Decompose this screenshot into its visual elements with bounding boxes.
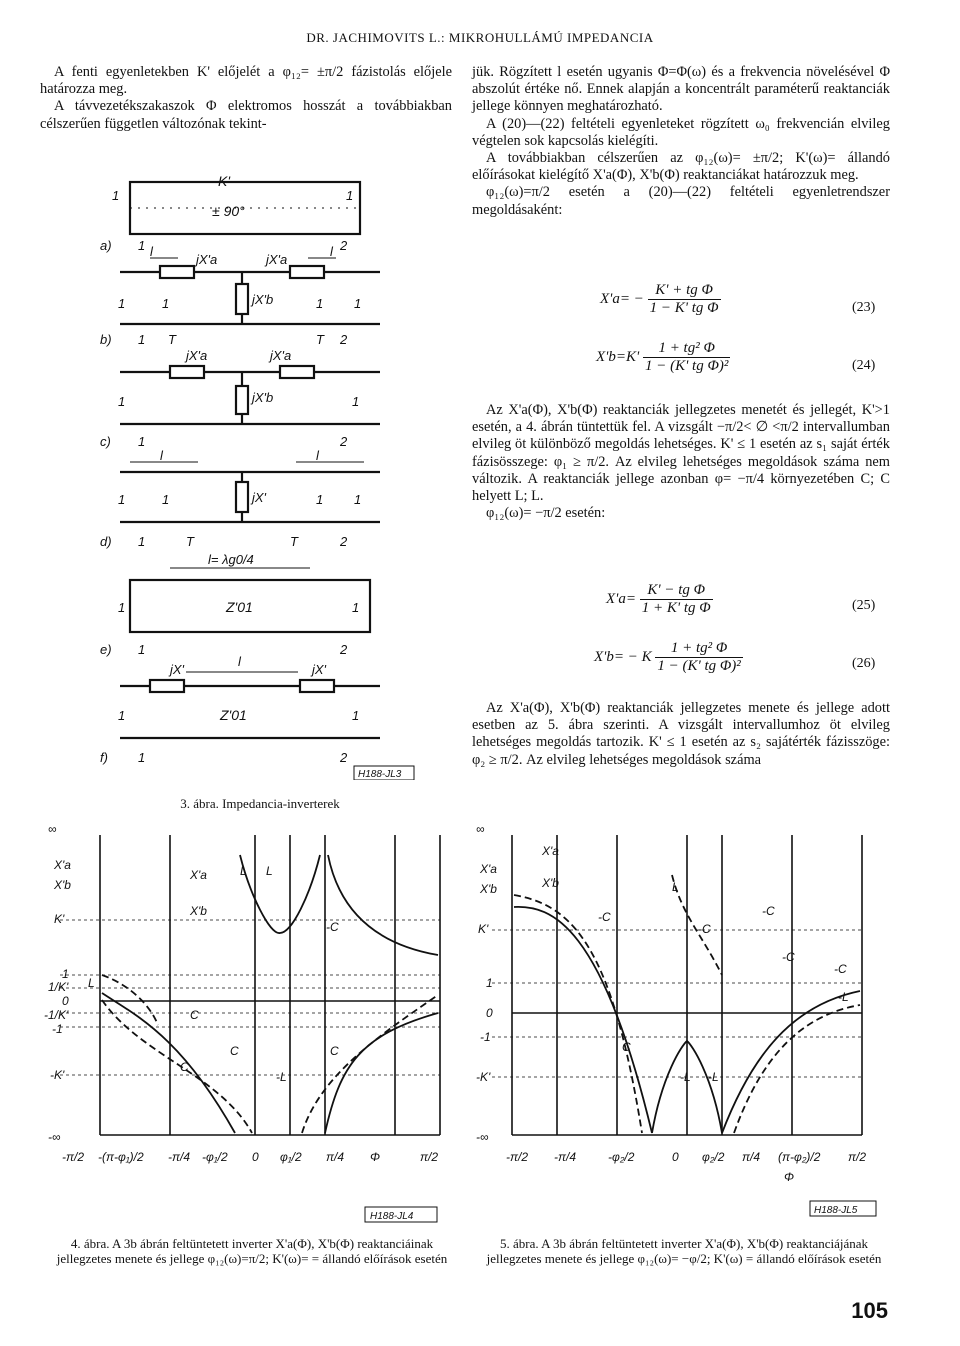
length-label: l <box>330 244 333 259</box>
port-label: 1 <box>138 238 146 253</box>
curve-label: -C <box>598 910 611 924</box>
reactance-label: jX' <box>252 490 267 505</box>
row-label: f) <box>100 750 108 765</box>
paragraph: Az X'a(Φ), X'b(Φ) reaktanciák jellegzetes menetét és jellegét, K'>1 esetén, a 4. ábrán tüntettük fel. A vizsgált −π/2< ∅ <π/2 intervallumban elvileg öt különböző megoldás lehetséges. K' ≤ 1 esetén az s₁ saját érték fázisösszege: φ₁ ≥ π/2. Az elvileg lehetséges megoldások száma nem változik. A reaktanciák jellege azonban φ= −π/4 környezetében C; C helyett L; L. <box>472 402 890 505</box>
y-tick-label: X'a <box>480 862 497 876</box>
equation-23 <box>600 282 721 317</box>
length-label: l <box>150 244 153 259</box>
x-axis-label: Φ <box>784 1170 795 1184</box>
equation-denominator: 1 − (K' tg Φ)² <box>657 658 741 674</box>
y-tick-label: -∞ <box>48 1130 61 1144</box>
paragraph: φ₁₂(ω)= −π/2 esetén: <box>486 505 606 522</box>
equation-denominator: 1 − K' tg Φ <box>649 300 719 316</box>
port-label: 1 <box>112 188 120 203</box>
equation-24 <box>596 340 730 375</box>
x-tick-label: 0 <box>672 1150 679 1164</box>
reactance-label: jX'a <box>196 252 218 267</box>
right-column-text-2 <box>472 402 890 522</box>
port-label: 2 <box>340 534 348 549</box>
equation-number: (26) <box>852 656 876 671</box>
figure-code: H188-JL4 <box>370 1211 414 1222</box>
legend-label: X'b <box>190 904 207 918</box>
curve-label: -C <box>326 920 339 934</box>
circuit-e <box>100 580 370 657</box>
plane-label: T <box>168 332 176 347</box>
figure-4-caption: 4. ábra. A 3b ábrán feltüntetett inverter X'a(Φ), X'b(Φ) reaktanciáinak jellegzetes menete és jellege φ₁₂(ω)=π/2; K'(ω)= = állandó előírások esetén <box>56 1236 448 1266</box>
equation-denominator: 1 − (K' tg Φ)² <box>644 358 729 374</box>
x-tick-label: φ₂/2 <box>702 1150 725 1164</box>
port-label: 1 <box>352 600 360 615</box>
reactance-label: jX'a <box>186 348 208 363</box>
paragraph: A távvezetékszakaszok Φ elektromos hosszát a továbbiakban célszerűen független változónak tekint- <box>40 98 452 132</box>
port-label: 1 <box>352 708 360 723</box>
x-tick-label: -π/2 <box>62 1150 85 1164</box>
y-tick-label: 1 <box>62 967 69 981</box>
curve-label: -C <box>834 962 847 976</box>
figure-5-caption: 5. ábra. A 3b ábrán feltüntetett inverter X'a(Φ), X'b(Φ) reaktanciájának jellegzetes menete és jellege φ₁₂(ω)= −φ/2; K'(ω) = állandó előírások esetén <box>486 1236 882 1266</box>
y-tick-label: -K' <box>476 1070 491 1084</box>
row-label: d) <box>100 534 112 549</box>
legend-label: X'a <box>190 868 207 882</box>
port-label: 1 <box>118 708 126 723</box>
row-label: c) <box>100 434 111 449</box>
plane-label: T <box>316 332 324 347</box>
paragraph: A fenti egyenletekben K' előjelét a φ₁₂= ±π/2 fázistolás előjele határozza meg. <box>40 64 452 98</box>
equation-number: (24) <box>852 358 876 373</box>
reactance-label: jX' <box>170 662 185 677</box>
circuit-c <box>100 348 380 463</box>
x-tick-label: 0 <box>252 1150 259 1164</box>
equation-lhs: X'a= <box>606 590 636 607</box>
reactance-label: jX'b <box>252 390 274 405</box>
y-tick-label: 1 <box>486 976 493 990</box>
curve-label: C <box>330 1044 339 1058</box>
curve-label: C <box>190 1008 199 1022</box>
legend-label: X'a <box>542 844 559 858</box>
equation-numerator: 1 + tg² Φ <box>643 340 730 358</box>
port-label: 2 <box>340 642 348 657</box>
port-label: 1 <box>118 394 126 409</box>
equation-numerator: K' − tg Φ <box>640 582 713 600</box>
port-label: 1 <box>354 492 362 507</box>
equation-numerator: K' + tg Φ <box>648 282 721 300</box>
port-label: 1 <box>316 296 324 311</box>
y-tick-label: 0 <box>486 1006 493 1020</box>
plane-label: T <box>186 534 194 549</box>
paragraph: jük. Rögzített l esetén ugyanis Φ=Φ(ω) és a frekvencia növelésével Φ abszolút értéke nő. Ennek alapján a koncentrált paraméterű reaktanciák jellege könnyen meghatározható. <box>472 64 890 115</box>
figure-3-caption: 3. ábra. Impedancia-inverterek <box>180 796 340 811</box>
port-label: 2 <box>340 750 348 765</box>
page-number: 105 <box>851 1298 888 1323</box>
x-tick-label: -φ₂/2 <box>608 1150 635 1164</box>
paragraph: φ₁₂(ω)=π/2 esetén a (20)—(22) feltételi egyenletrendszer megoldásaként: <box>472 184 890 218</box>
curve-label: -L <box>838 990 849 1004</box>
port-label: 1 <box>118 600 126 615</box>
port-label: 2 <box>340 332 348 347</box>
label-k: K' <box>218 173 231 189</box>
circuit-b <box>100 244 380 347</box>
equation-denominator: 1 + K' tg Φ <box>641 600 711 616</box>
equation-lhs: X'b= − K <box>594 648 652 665</box>
port-label: 1 <box>138 434 146 449</box>
port-label: 2 <box>340 238 348 253</box>
x-tick-label: π/2 <box>420 1150 439 1164</box>
x-axis-label: Φ <box>370 1150 381 1164</box>
left-intro-text <box>40 64 452 133</box>
curve-label: -C <box>782 950 795 964</box>
circuit-f <box>100 654 414 780</box>
curve-label: C <box>180 1060 189 1074</box>
x-tick-label: (π-φ₂)/2 <box>778 1150 821 1164</box>
x-tick-label: π/2 <box>848 1150 867 1164</box>
y-tick-label: X'a <box>54 858 71 872</box>
x-tick-label: -π/4 <box>168 1150 191 1164</box>
y-tick-label: -1 <box>480 1030 491 1044</box>
curve-label: -C <box>698 922 711 936</box>
port-label: 1 <box>354 296 362 311</box>
impedance-label: Z'01 <box>220 707 247 723</box>
port-label: 1 <box>138 332 146 347</box>
curve-label: L <box>240 864 247 878</box>
reactance-label: jX' <box>312 662 327 677</box>
equation-number: (23) <box>852 300 876 315</box>
curve-label: -C <box>762 904 775 918</box>
plane-label: T <box>290 534 298 549</box>
legend-label: X'b <box>542 876 559 890</box>
port-label: 1 <box>138 750 146 765</box>
quarter-wave-label: l= λg0/4 <box>208 552 254 567</box>
curve-label: L <box>266 864 273 878</box>
port-label: 1 <box>316 492 324 507</box>
x-tick-label: -π/4 <box>554 1150 577 1164</box>
equation-number: (25) <box>852 598 876 613</box>
x-tick-label: π/4 <box>742 1150 761 1164</box>
port-label: 1 <box>346 188 354 203</box>
row-label: b) <box>100 332 112 347</box>
port-label: 1 <box>118 492 126 507</box>
equation-lhs: X'b=K' <box>596 348 640 365</box>
x-tick-label: π/4 <box>326 1150 345 1164</box>
length-label: l <box>316 448 319 463</box>
y-tick-label: ∞ <box>48 822 57 836</box>
label-90deg: ± 90° <box>212 203 245 219</box>
equation-25 <box>606 582 713 617</box>
y-tick-label: K' <box>478 922 489 936</box>
paragraph: Az X'a(Φ), X'b(Φ) reaktanciák jellegzetes menete és jellege adott esetben az 5. ábra szerinti. A vizsgált intervallumhoz öt elvileg lehetséges megoldás tartozik. K' ≤ 1 esetén az s₂ sajátérték fázisszöge: φ₂ ≥ π/2. Az elvileg lehetséges megoldások száma <box>472 700 890 768</box>
y-tick-label: -K' <box>50 1068 65 1082</box>
equation-lhs: X'a= − <box>600 290 644 307</box>
curve-label: C <box>622 1040 631 1054</box>
row-label: e) <box>100 642 112 657</box>
curve-label: -L <box>680 1070 691 1084</box>
running-header: DR. JACHIMOVITS L.: MIKROHULLÁMÚ IMPEDANCIA <box>306 30 654 45</box>
port-label: 1 <box>162 296 170 311</box>
paragraph: A továbbiakban célszerűen az φ₁₂(ω)= ±π/2; K'(ω)= állandó előírásokat kielégítő X'a(Φ), X'b(Φ) reaktanciákat határozzuk meg. <box>472 150 890 184</box>
row-label: a) <box>100 238 112 253</box>
port-label: 1 <box>118 296 126 311</box>
port-label: 1 <box>352 394 360 409</box>
right-column-text <box>472 64 890 219</box>
port-label: 1 <box>138 642 146 657</box>
figure-code: H188-JL3 <box>358 769 402 780</box>
port-label: 1 <box>138 534 146 549</box>
right-column-text-3 <box>472 700 890 769</box>
y-tick-label: 0 <box>62 994 69 1008</box>
y-tick-label: X'b <box>54 878 71 892</box>
equation-26 <box>594 640 743 675</box>
x-tick-label: -(π-φ₁)/2 <box>98 1150 144 1164</box>
reactance-label: jX'a <box>270 348 292 363</box>
curve-label: L <box>672 880 679 894</box>
circuit-a <box>100 173 360 253</box>
length-label: l <box>238 654 241 669</box>
curve-label: L <box>88 976 95 990</box>
y-tick-label: X'b <box>480 882 497 896</box>
curve-label: -L <box>276 1070 287 1084</box>
paragraph: A (20)—(22) feltételi egyenleteket rögzített ω₀ frekvencián elvileg végtelen sok kapcsolás kielégíti. <box>472 115 890 149</box>
figure-code: H188-JL5 <box>814 1205 858 1216</box>
y-tick-label: K' <box>54 912 65 926</box>
port-label: 2 <box>340 434 348 449</box>
x-tick-label: φ₁/2 <box>280 1150 302 1164</box>
reactance-label: jX'b <box>252 292 274 307</box>
length-label: l <box>160 448 163 463</box>
impedance-label: Z'01 <box>226 599 253 615</box>
reactance-label: jX'a <box>266 252 288 267</box>
x-tick-label: -π/2 <box>506 1150 529 1164</box>
y-tick-label: ∞ <box>476 822 485 836</box>
figure-5-plot <box>472 815 892 1225</box>
y-tick-label: -1/K' <box>44 1008 69 1022</box>
curve-label: C <box>230 1044 239 1058</box>
y-tick-label: -1 <box>52 1022 63 1036</box>
port-label: 1 <box>162 492 170 507</box>
y-tick-label: -∞ <box>476 1130 489 1144</box>
figure-4-plot <box>40 815 460 1225</box>
curve-label: -L <box>708 1070 719 1084</box>
x-tick-label: -φ₁/2 <box>202 1150 228 1164</box>
figure-3-circuits <box>90 160 440 780</box>
y-tick-label: 1/K' <box>48 980 69 994</box>
circuit-d <box>100 472 380 568</box>
equation-numerator: 1 + tg² Φ <box>655 640 742 658</box>
